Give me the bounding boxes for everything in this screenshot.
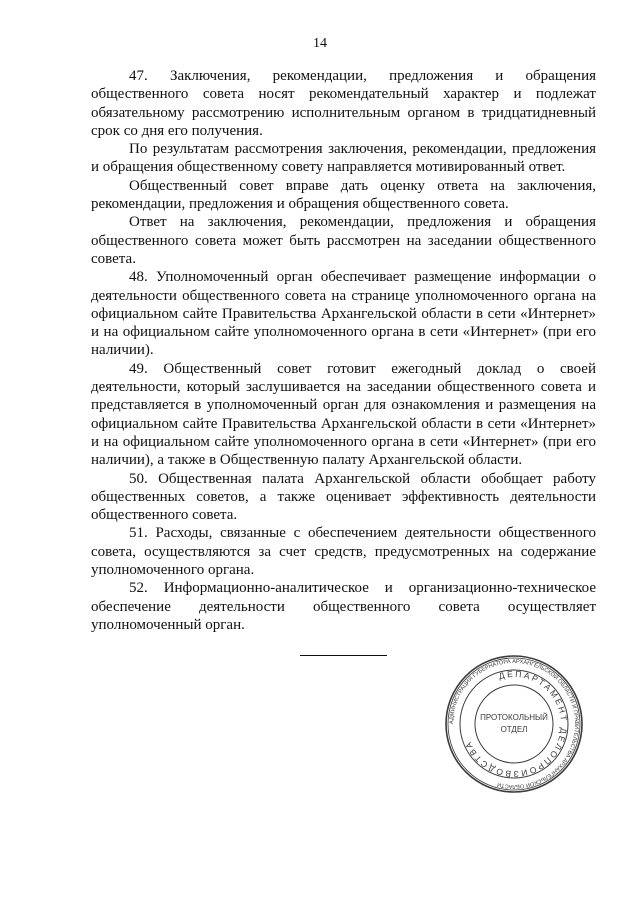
page-number: 14 <box>313 36 327 51</box>
end-divider-line <box>300 655 387 656</box>
stamp-seal-icon <box>444 654 584 794</box>
paragraph-47-review: Ответ на заключения, рекомендации, предложения и обращения общественного совета может быть рассмотрен на заседании общественного совета. <box>91 214 596 267</box>
official-stamp <box>444 654 584 794</box>
paragraph-51: 51. Расходы, связанные с обеспечением деятельности общественного совета, осуществляются за счет средств, предусмотренных на содержание уполномоченного органа. <box>91 525 596 579</box>
stamp-center-line1: ПРОТОКОЛЬНЫЙ <box>480 713 548 722</box>
stamp-middle-textpath: ДЕПАРТАМЕНТ ДЕЛОПРОИЗВОДСТВА <box>462 668 570 780</box>
paragraph-52: 52. Информационно-аналитическое и организационно-техническое обеспечение деятельности общественного совета осуществляет уполномоченный орган. <box>91 580 596 633</box>
paragraph-47: 47. Заключения, рекомендации, предложения и обращения общественного совета носят рекомендательный характер и подлежат обязательному рассмотрению исполнительным органом в тридцатидневный срок со дня его получения. <box>91 68 596 139</box>
paragraph-47-response: По результатам рассмотрения заключения, рекомендации, предложения и обращения общественному совету направляется мотивированный ответ. <box>91 141 596 176</box>
stamp-outer-textpath: АДМИНИСТРАЦИЯ ГУБЕРНАТОРА АРХАНГЕЛЬСКОЙ ОБЛАСТИ И ПРАВИТЕЛЬСТВА АРХАНГЕЛЬСКОЙ ОБЛАСТИ <box>448 658 580 790</box>
paragraph-48: 48. Уполномоченный орган обеспечивает размещение информации о деятельности общественного совета на странице уполномоченного органа на официальном сайте Правительства Архангельской области в сети «Интернет» и на официальном сайте уполномоченного органа в сети «Интернет» (при его наличии). <box>91 269 596 359</box>
paragraph-47-evaluation: Общественный совет вправе дать оценку ответа на заключения, рекомендации, предложения и обращения общественного совета. <box>91 177 596 213</box>
stamp-center-line2: ОТДЕЛ <box>500 725 528 734</box>
document-body <box>91 67 596 634</box>
paragraph-50: 50. Общественная палата Архангельской области обобщает работу общественных советов, а также оценивает эффективность деятельности общественного совета. <box>91 470 596 524</box>
paragraph-49: 49. Общественный совет готовит ежегодный доклад о своей деятельности, который заслушивается на заседании общественного совета и представляется в уполномоченный орган для ознакомления и размещения на официальном сайте Правительства Архангельской области в сети «Интернет» и на официальном сайте уполномоченного органа в сети «Интернет» (при его наличии), а также в Общественную палату Архангельской области. <box>91 360 596 469</box>
